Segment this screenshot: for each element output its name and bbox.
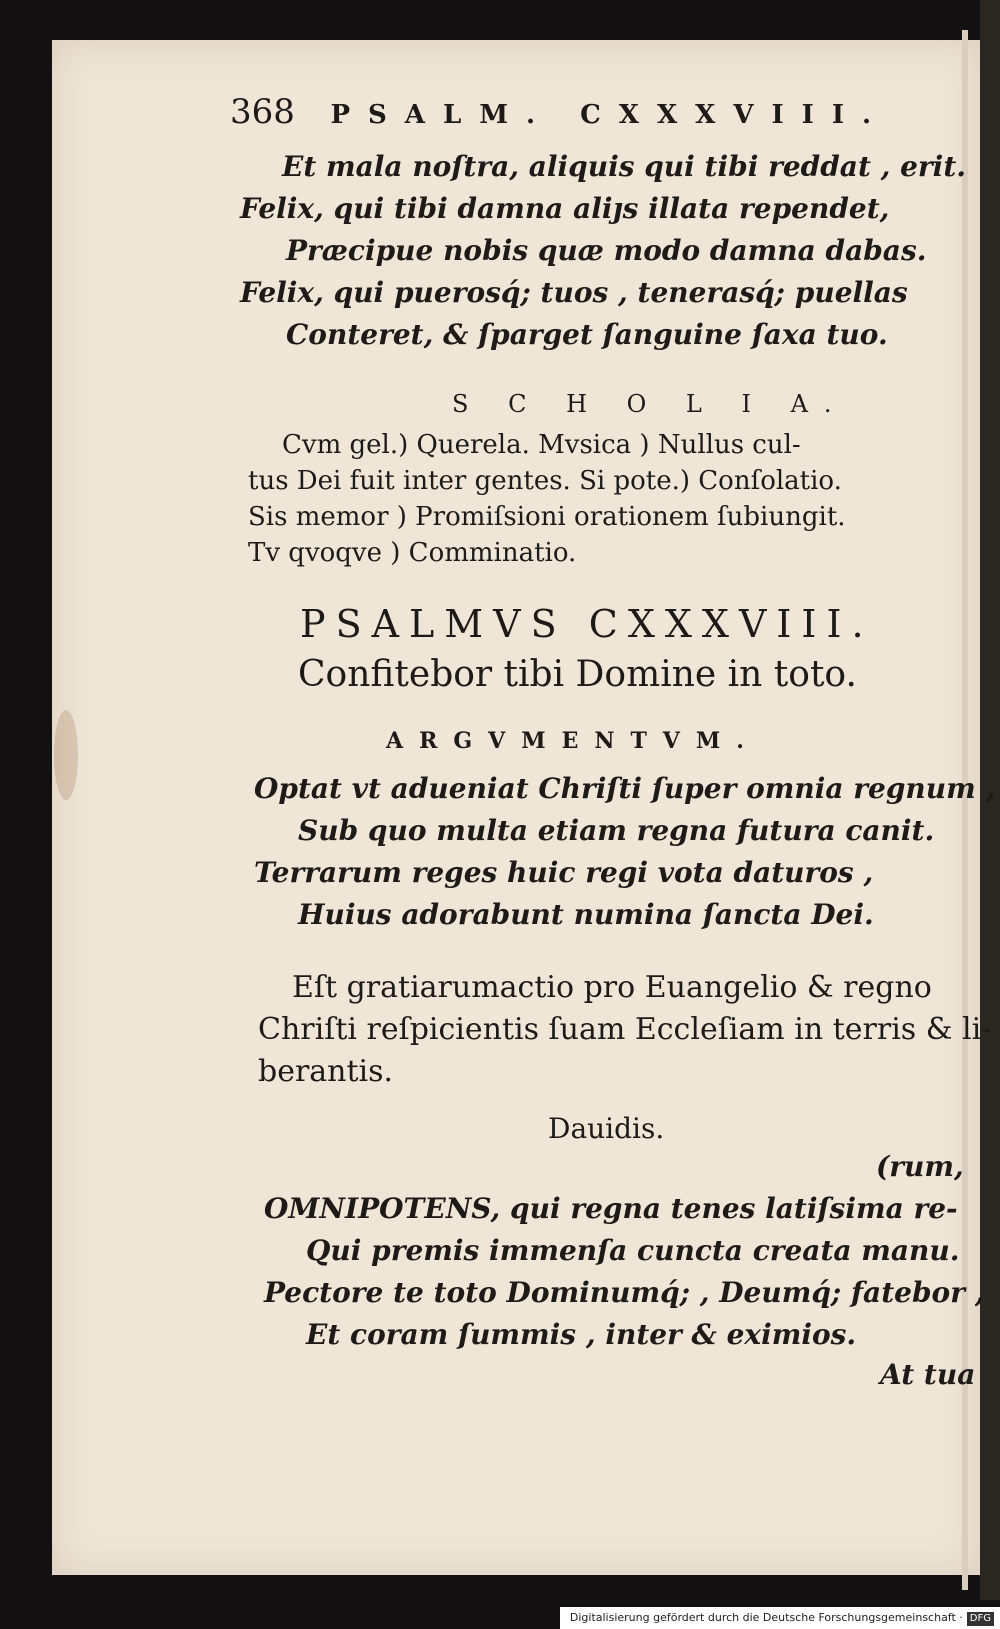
argument-verse: Optat vt adueniat Chriſti ſuper omnia regnum , xyxy=(254,772,996,805)
psalm-verse: Et coram ſummis , inter & eximios. xyxy=(306,1318,857,1351)
footer-text: Digitalisierung gefördert durch die Deutsche Forschungsgemeinschaft · xyxy=(569,1611,963,1624)
scholia-line: Tv qvoqve ) Comminatio. xyxy=(248,538,577,568)
argument-verse: Terrarum reges huic regi vota daturos , xyxy=(254,856,874,889)
verse-line: Et mala noſtra, aliquis qui tibi reddat , erit. xyxy=(282,150,967,183)
argument-heading: ARGVMENTVM. xyxy=(386,728,760,754)
argument-verse: Huius adorabunt numina ſancta Dei. xyxy=(298,898,874,931)
psalm-verse: Pectore te toto Dominumq́; , Deumq́; fatebor , xyxy=(264,1276,985,1309)
scholia-line: tus Dei fuit inter gentes. Si pote.) Conſolatio. xyxy=(248,466,842,496)
running-title: PSALM. CXXXVIII. xyxy=(330,100,890,130)
psalm-incipit: Confitebor tibi Domine in toto. xyxy=(298,654,857,695)
scholia-heading: S C H O L I A. xyxy=(452,390,848,418)
prose-line: Chriſti reſpicientis ſuam Eccleſiam in terris & li- xyxy=(258,1012,992,1047)
page-edge-strip xyxy=(962,30,968,1590)
dfg-logo: DFG xyxy=(967,1612,994,1626)
running-header xyxy=(230,92,889,132)
psalm-title: PSALMVS CXXXVIII. xyxy=(300,602,874,646)
catchword: At tua xyxy=(880,1358,976,1391)
psalm-verse: Qui premis immenſa cuncta creata manu. xyxy=(306,1234,960,1267)
verse-line: Conteret, & ſparget ſanguine ſaxa tuo. xyxy=(286,318,888,351)
prose-line: Eſt gratiarumactio pro Euangelio & regno xyxy=(292,970,932,1005)
scholia-line: Sis memor ) Promiſsioni orationem ſubiungit. xyxy=(248,502,846,532)
turnover: (rum, xyxy=(876,1150,964,1183)
scholia-line: Cvm gel.) Querela. Mvsica ) Nullus cul- xyxy=(282,430,801,460)
digitization-footer xyxy=(560,1607,1000,1629)
psalm-verse: OMNIPOTENS, qui regna tenes latiſsima re- xyxy=(264,1192,958,1225)
verse-line: Felix, qui tibi damna aliȷs illata rependet, xyxy=(240,192,890,225)
page-stain xyxy=(54,710,78,800)
prose-line: berantis. xyxy=(258,1054,394,1089)
attribution: Dauidis. xyxy=(548,1112,665,1145)
verse-line: Felix, qui puerosq́; tuos , tenerasq́; puellas xyxy=(240,276,908,309)
argument-verse: Sub quo multa etiam regna futura canit. xyxy=(298,814,935,847)
page-number: 368 xyxy=(230,92,295,132)
verse-line: Præcipue nobis quæ modo damna dabas. xyxy=(286,234,927,267)
